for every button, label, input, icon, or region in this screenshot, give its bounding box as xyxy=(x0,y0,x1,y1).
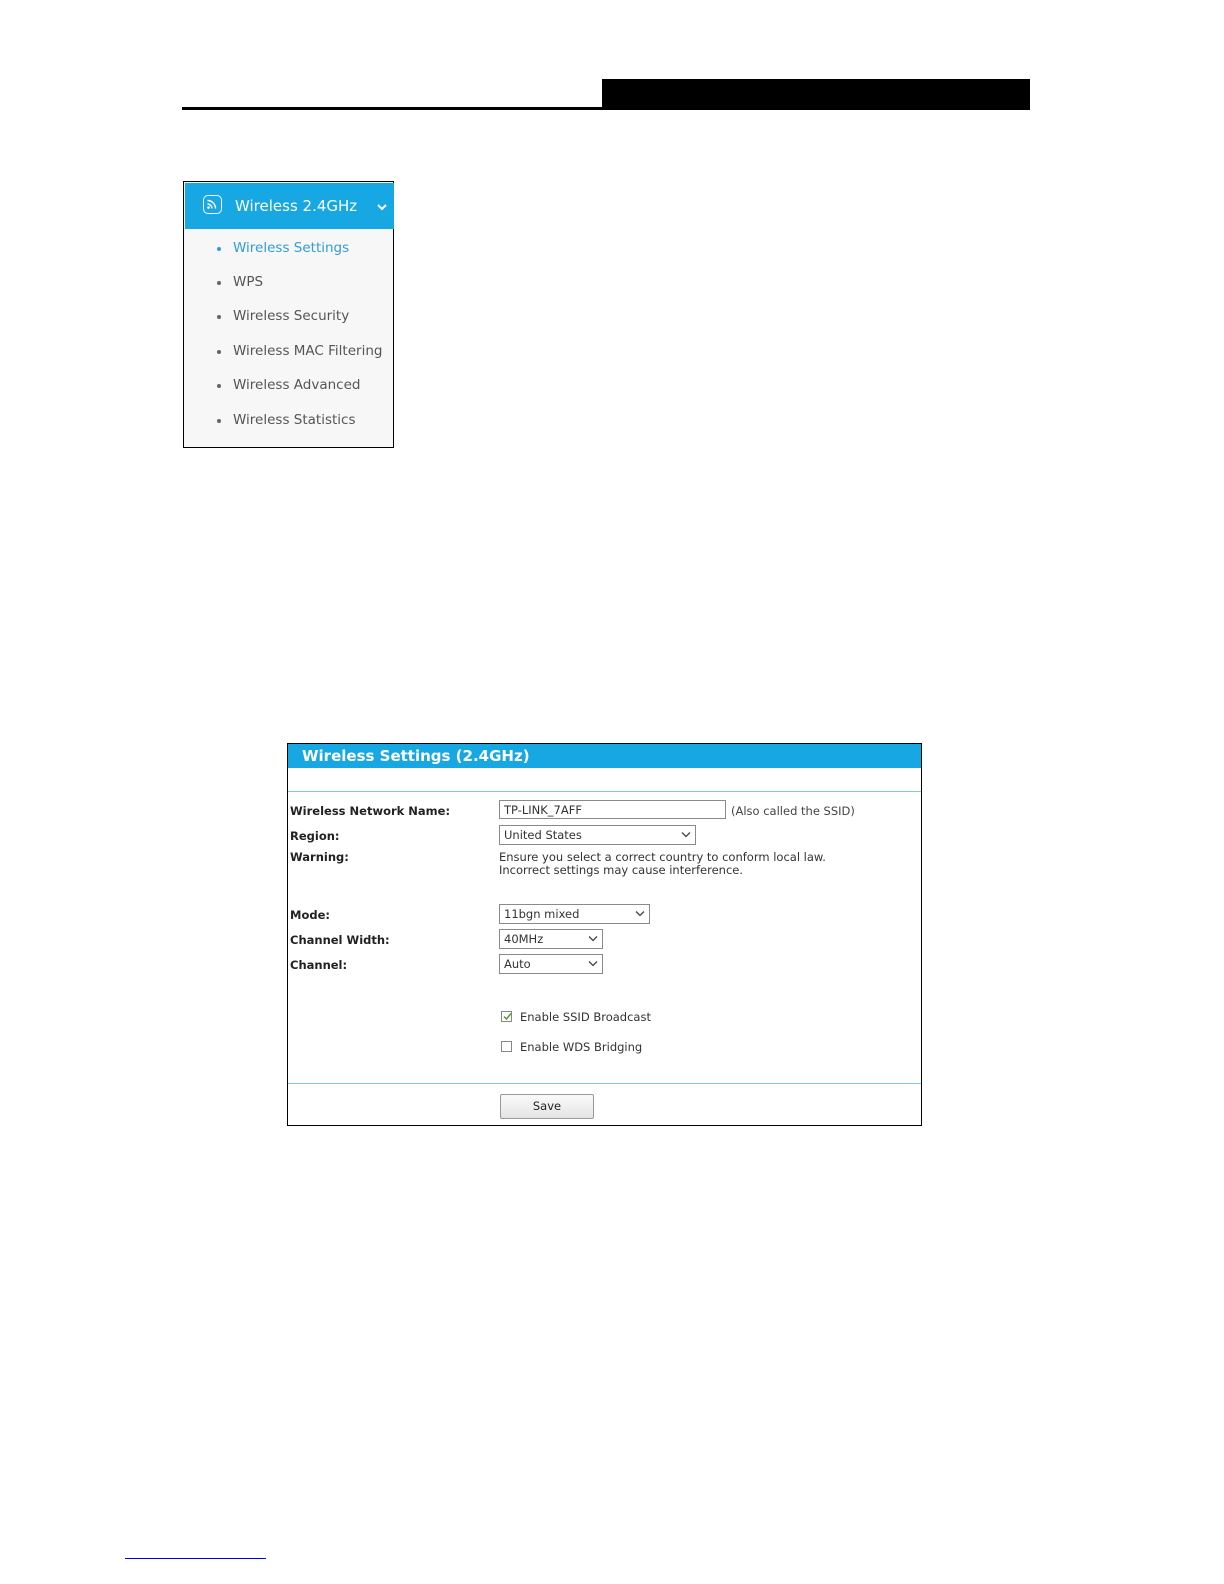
mode-select[interactable] xyxy=(499,904,650,924)
menu-header-label: Wireless 2.4GHz xyxy=(235,197,358,215)
chevron-down-icon xyxy=(584,930,602,948)
chevron-down-icon xyxy=(677,826,695,844)
panel-title: Wireless Settings (2.4GHz) xyxy=(302,747,530,765)
mode-select-value: 11bgn mixed xyxy=(504,907,580,921)
menu-item-wps[interactable] xyxy=(184,269,393,299)
menu-item-label: Wireless MAC Filtering xyxy=(233,343,383,359)
ssid-broadcast-checkbox[interactable] xyxy=(501,1011,512,1022)
warning-text-line1: Ensure you select a correct country to conform local law. xyxy=(499,850,826,864)
menu-item-label: Wireless Advanced xyxy=(233,377,361,393)
warning-text-line2: Incorrect settings may cause interference. xyxy=(499,863,744,877)
menu-item-label: Wireless Security xyxy=(233,308,350,324)
menu-item-label: WPS xyxy=(233,274,264,290)
menu-item-wireless-settings[interactable] xyxy=(184,235,393,265)
bullet-icon xyxy=(217,384,221,388)
warning-label: Warning: xyxy=(290,850,349,864)
menu-item-wireless-mac-filtering[interactable] xyxy=(184,338,393,368)
channel-width-select-value: 40MHz xyxy=(504,932,544,946)
menu-header-wireless-2-4ghz[interactable] xyxy=(185,183,394,229)
chevron-down-icon xyxy=(584,955,602,973)
network-name-label: Wireless Network Name: xyxy=(290,804,451,818)
chevron-down-icon xyxy=(631,905,649,923)
menu-item-label: Wireless Statistics xyxy=(233,412,356,428)
region-select-value: United States xyxy=(504,828,582,842)
region-label: Region: xyxy=(290,829,340,843)
ssid-broadcast-label: Enable SSID Broadcast xyxy=(520,1010,651,1024)
wireless-settings-panel xyxy=(287,743,922,1126)
page-header-block xyxy=(602,79,1030,110)
footer-link-underline xyxy=(125,1558,266,1559)
menu-item-wireless-advanced[interactable] xyxy=(184,372,393,402)
network-name-input[interactable]: TP-LINK_7AFF xyxy=(499,800,726,819)
channel-width-label: Channel Width: xyxy=(290,933,390,947)
panel-header xyxy=(288,744,921,768)
mode-label: Mode: xyxy=(290,908,330,922)
channel-label: Channel: xyxy=(290,958,348,972)
channel-select-value: Auto xyxy=(504,957,531,971)
channel-select[interactable] xyxy=(499,954,603,974)
region-select[interactable] xyxy=(499,825,696,845)
wds-bridging-checkbox[interactable] xyxy=(501,1041,512,1052)
bullet-icon xyxy=(217,315,221,319)
bullet-icon xyxy=(217,281,221,285)
wireless-icon xyxy=(203,195,222,214)
page-header-rule xyxy=(182,107,1030,110)
channel-width-select[interactable] xyxy=(499,929,603,949)
divider xyxy=(288,791,921,792)
menu-item-label: Wireless Settings xyxy=(233,240,350,256)
ssid-hint: (Also called the SSID) xyxy=(731,804,855,818)
menu-item-wireless-security[interactable] xyxy=(184,303,393,333)
bullet-icon xyxy=(217,419,221,423)
bullet-icon xyxy=(217,247,221,251)
wireless-menu xyxy=(183,181,394,448)
chevron-down-icon xyxy=(375,199,389,213)
wds-bridging-label: Enable WDS Bridging xyxy=(520,1040,643,1054)
save-button[interactable]: Save xyxy=(500,1094,594,1119)
divider xyxy=(288,1083,921,1084)
menu-item-wireless-statistics[interactable] xyxy=(184,407,393,437)
bullet-icon xyxy=(217,350,221,354)
